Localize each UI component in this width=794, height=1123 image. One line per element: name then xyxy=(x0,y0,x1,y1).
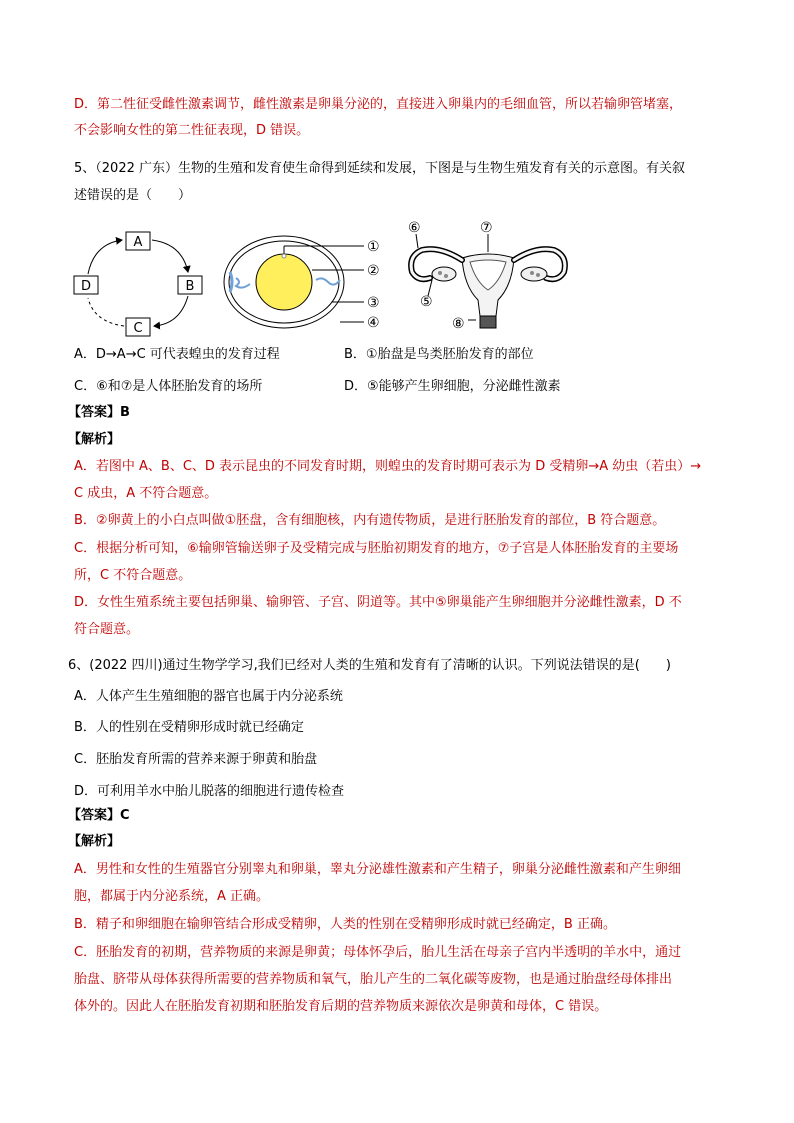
egg-label-4: ④ xyxy=(367,315,380,331)
uterus-label-8: ⑧ xyxy=(452,316,465,332)
female-reproductive-diagram xyxy=(400,216,576,336)
q5-analysis-c-line2: 所，C 不符合题意。 xyxy=(74,568,192,583)
egg-label-2: ② xyxy=(367,263,380,279)
q5-option-d: D．⑤能够产生卵细胞，分泌雌性激素 xyxy=(344,379,561,394)
q5-analysis-a-line2: C 成虫，A 不符合题意。 xyxy=(74,486,218,501)
uterus-label-6: ⑥ xyxy=(408,220,421,236)
q5-options-row2 xyxy=(74,378,714,396)
right-ovary xyxy=(521,267,547,281)
q4-option-d-analysis-line1: D．第二性征受雌性激素调节，雌性激素是卵巢分泌的，直接进入卵巢内的毛细血管，所以若输卵管堵塞， xyxy=(74,97,683,112)
egg-yolk xyxy=(256,254,312,310)
q5-analysis-title: 【解析】 xyxy=(68,432,121,447)
uterus-label-5: ⑤ xyxy=(420,294,433,310)
q5-analysis-d-line2: 符合题意。 xyxy=(74,622,140,637)
q6-option-c: C．胚胎发育所需的营养来源于卵黄和胎盘 xyxy=(74,752,318,767)
life-cycle-diagram xyxy=(70,226,210,338)
q5-answer: 【答案】B xyxy=(68,405,130,420)
q5-options-row1 xyxy=(74,346,714,364)
uterus-label-7: ⑦ xyxy=(480,220,493,236)
q6-stem: 6、(2022 四川)通过生物学学习,我们已经对人类的生殖和发育有了清晰的认识。下列说法错误的是( ) xyxy=(68,658,671,673)
q5-analysis-b-line1: B．②卵黄上的小白点叫做①胚盘，含有细胞核，内有遗传物质，是进行胚胎发育的部位，B 符合题意。 xyxy=(74,513,666,528)
q5-option-c: C．⑥和⑦是人体胚胎发育的场所 xyxy=(74,379,263,394)
q5-stem-line2: 述错误的是（ ） xyxy=(74,188,192,203)
q5-stem-line1: 5、（2022 广东）生物的生殖和发育使生命得到延续和发展，下图是与生物生殖发育有关的示意图。有关叙 xyxy=(74,161,685,176)
q5-analysis-a-line1: A．若图中 A、B、C、D 表示昆虫的不同发育时期，则蝗虫的发育时期可表示为 D 受精卵→A 幼虫（若虫）→ xyxy=(74,459,702,474)
bird-egg-diagram xyxy=(222,232,390,338)
q6-answer: 【答案】C xyxy=(68,808,130,823)
q4-option-d-analysis-line2: 不会影响女性的第二性征表现，D 错误。 xyxy=(74,123,310,138)
stage-c-label: C xyxy=(133,321,143,336)
q6-analysis-b-line1: B．精子和卵细胞在输卵管结合形成受精卵，人类的性别在受精卵形成时就已经确定，B 正确。 xyxy=(74,917,616,932)
stage-a-label: A xyxy=(133,235,143,250)
q6-analysis-title: 【解析】 xyxy=(68,834,121,849)
stage-b-label: B xyxy=(185,279,195,294)
arrow-d-to-a xyxy=(88,240,122,274)
q5-option-a: A．D→A→C 可代表蝗虫的发育过程 xyxy=(74,347,280,362)
arrow-b-to-c xyxy=(154,296,188,326)
q6-analysis-a-line1: A．男性和女性的生殖器官分别睾丸和卵巢，睾丸分泌雄性激素和产生精子，卵巢分泌雌性激素和产生卵细 xyxy=(74,862,681,877)
q6-option-b: B．人的性别在受精卵形成时就已经确定 xyxy=(74,720,304,735)
q5-analysis-d-line1: D．女性生殖系统主要包括卵巢、输卵管、子宫、阴道等。其中⑤卵巢能产生卵细胞并分泌雌性激素，D 不 xyxy=(74,595,682,610)
q5-analysis-c-line1: C．根据分析可知，⑥输卵管输送卵子及受精完成与胚胎初期发育的地方，⑦子宫是人体胚胎发育的主要场 xyxy=(74,541,679,556)
arrow-c-to-d-dashed xyxy=(88,298,124,326)
q6-analysis-c-line2: 胎盘、脐带从母体获得所需要的营养物质和氧气，胎儿产生的二氧化碳等废物，也是通过胎盘经母体排出 xyxy=(74,972,673,987)
left-ovary xyxy=(432,267,456,281)
q6-option-a: A．人体产生生殖细胞的器官也属于内分泌系统 xyxy=(74,689,343,704)
germinal-disc xyxy=(282,254,286,258)
stage-d-label: D xyxy=(80,279,92,294)
arrow-a-to-b xyxy=(152,240,188,272)
q6-analysis-c-line1: C．胚胎发育的初期，营养物质的来源是卵黄；母体怀孕后，胎儿生活在母亲子宫内半透明的羊水中，通过 xyxy=(74,945,682,960)
vagina xyxy=(480,316,496,328)
q5-option-b: B．①胎盘是鸟类胚胎发育的部位 xyxy=(344,347,534,362)
egg-label-1: ① xyxy=(367,239,380,255)
q6-option-d: D．可利用羊水中胎儿脱落的细胞进行遗传检查 xyxy=(74,784,345,799)
q6-analysis-a-line2: 胞，都属于内分泌系统，A 正确。 xyxy=(74,889,270,904)
egg-label-3: ③ xyxy=(367,295,380,311)
q6-analysis-c-line3: 体外的。因此人在胚胎发育初期和胚胎发育后期的营养物质来源依次是卵黄和母体，C 错误。 xyxy=(74,999,608,1014)
